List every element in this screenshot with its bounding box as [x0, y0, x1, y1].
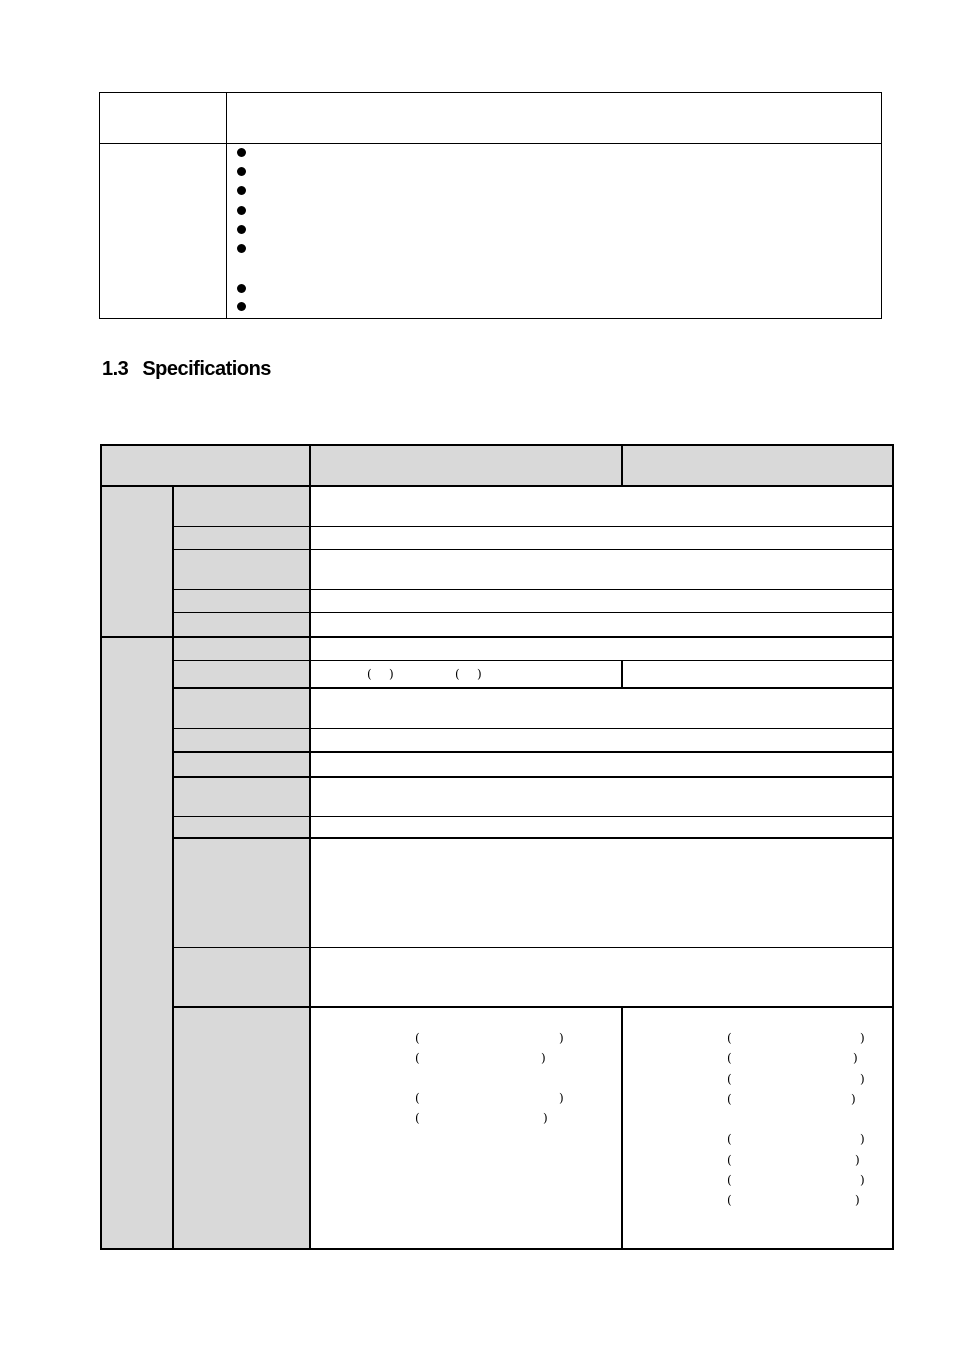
paren-open: (	[727, 1031, 732, 1045]
spec-table-row-divider	[173, 816, 893, 817]
spec-table-header-row	[101, 446, 892, 486]
paren-close: )	[541, 1051, 546, 1065]
spec-table-group-divider	[100, 636, 894, 638]
section-heading	[102, 358, 271, 381]
spec-table-header-divider	[309, 444, 311, 486]
paren-close: )	[543, 1111, 548, 1125]
spec-table-row-divider	[173, 776, 893, 778]
paren-close: )	[477, 667, 482, 681]
spec-table-bottom-border	[100, 1248, 894, 1250]
feature-table-bottom-border	[99, 318, 882, 319]
paren-close: )	[860, 1031, 865, 1045]
paren-open: (	[727, 1173, 732, 1187]
spec-table-row-divider	[173, 589, 893, 590]
spec-table-row-divider	[173, 612, 893, 613]
spec-table-parameter-column	[173, 486, 310, 1250]
paren-open: (	[415, 1031, 420, 1045]
bullet-icon	[237, 167, 246, 176]
paren-open: (	[415, 1111, 420, 1125]
paren-open: (	[727, 1051, 732, 1065]
paren-open: (	[455, 667, 460, 681]
spec-table-value-divider	[309, 486, 311, 1250]
feature-table-left-border	[99, 92, 100, 319]
section-title: Specifications	[142, 358, 271, 380]
paren-close: )	[860, 1072, 865, 1086]
spec-table-row-divider	[173, 549, 893, 550]
bullet-icon	[237, 302, 246, 311]
spec-table-row-divider	[173, 947, 893, 948]
spec-table-left-border	[100, 444, 102, 1250]
paren-open: (	[727, 1193, 732, 1207]
spec-table-category-column	[101, 486, 173, 1250]
spec-table-category-divider	[172, 486, 174, 1250]
bullet-icon	[237, 186, 246, 195]
paren-open: (	[727, 1153, 732, 1167]
paren-open: (	[415, 1051, 420, 1065]
bullet-icon	[237, 284, 246, 293]
paren-open: (	[367, 667, 372, 681]
paren-close: )	[860, 1173, 865, 1187]
spec-table-header-bottom	[100, 485, 894, 487]
bullet-icon	[237, 206, 246, 215]
paren-open: (	[727, 1092, 732, 1106]
paren-open: (	[727, 1132, 732, 1146]
paren-close: )	[855, 1153, 860, 1167]
spec-table-row-divider	[173, 687, 893, 689]
spec-table-row-divider	[173, 751, 893, 753]
spec-table-split-divider	[621, 661, 623, 688]
section-number: 1.3	[102, 358, 129, 380]
bullet-icon	[237, 244, 246, 253]
paren-close: )	[860, 1132, 865, 1146]
feature-table-row-divider	[99, 143, 882, 144]
bullet-icon	[237, 225, 246, 234]
spec-table-row-divider	[173, 526, 893, 527]
feature-table-right-border	[881, 92, 882, 319]
spec-table-row-divider	[173, 728, 893, 729]
paren-close: )	[559, 1031, 564, 1045]
paren-close: )	[559, 1091, 564, 1105]
spec-table-row-divider	[173, 837, 893, 839]
spec-table-right-border	[892, 444, 894, 1250]
paren-close: )	[855, 1193, 860, 1207]
paren-open: (	[727, 1072, 732, 1086]
paren-close: )	[853, 1051, 858, 1065]
paren-close: )	[389, 667, 394, 681]
feature-table-column-divider	[226, 92, 227, 319]
paren-close: )	[851, 1092, 856, 1106]
spec-table-header-divider	[621, 444, 623, 486]
spec-table-row-divider	[173, 660, 893, 661]
bullet-icon	[237, 148, 246, 157]
feature-table-top-border	[99, 92, 882, 93]
paren-open: (	[415, 1091, 420, 1105]
spec-table-split-divider	[621, 1007, 623, 1250]
spec-table-row-divider	[173, 1006, 893, 1008]
spec-table-top-border	[100, 444, 894, 446]
